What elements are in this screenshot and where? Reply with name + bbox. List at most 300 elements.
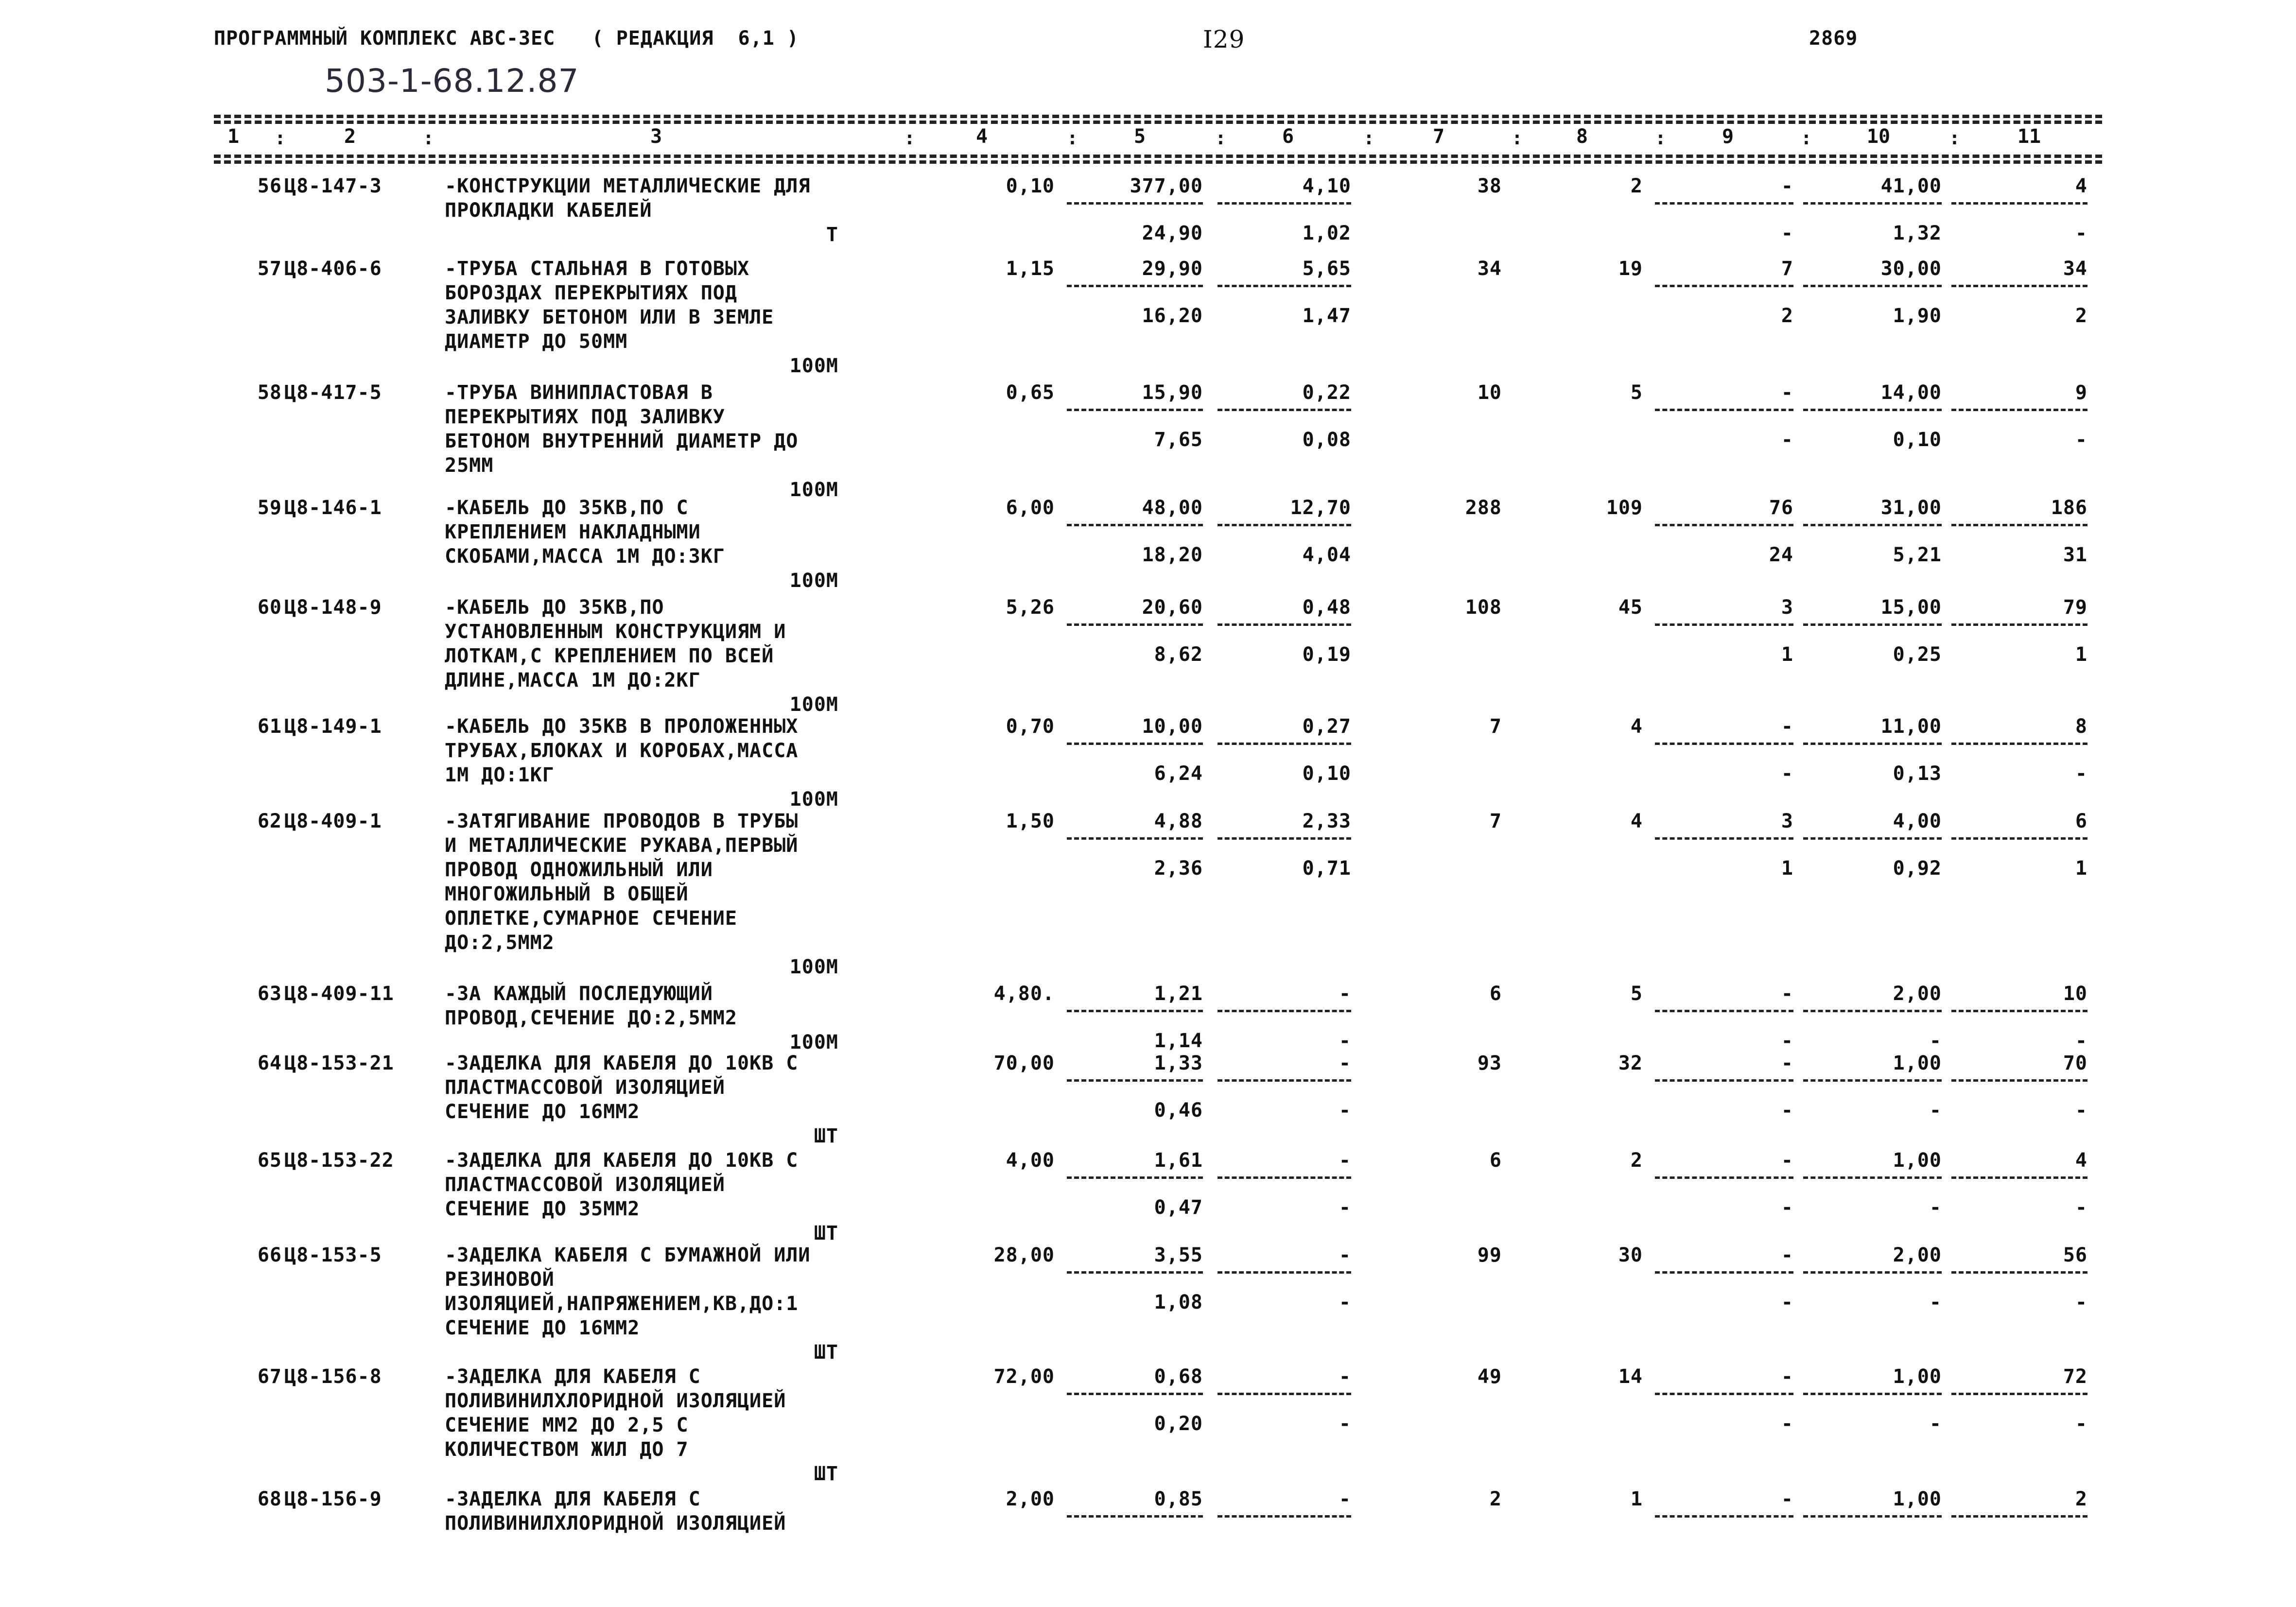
work-description-line: ОПЛЕТКЕ,СУМАРНОЕ СЕЧЕНИЕ [445, 907, 737, 930]
unit-label: 100М [789, 479, 838, 501]
work-description-line: ИЗОЛЯЦИЕЙ,НАПРЯЖЕНИЕМ,КВ,ДО:1 [445, 1293, 799, 1315]
cell-c7: 7 [1489, 810, 1502, 832]
cell-underline [1218, 285, 1351, 287]
cell-underline [1951, 524, 2087, 526]
cell-underline [1067, 1393, 1203, 1395]
cell-c6: - [1339, 1365, 1351, 1388]
table-top-rule-2 [214, 121, 2102, 124]
work-description-line: ДО:2,5ММ2 [445, 932, 555, 954]
resource-code: Ц8-153-5 [284, 1244, 382, 1266]
cell-c9: - [1781, 1052, 1793, 1074]
column-header-4: 4 [975, 125, 988, 148]
cell-c5-lower: 2,36 [1154, 857, 1203, 880]
cell-c6: 4,10 [1302, 175, 1351, 197]
cell-underline [1951, 1079, 2087, 1082]
work-description-line: -ЗАДЕЛКА ДЛЯ КАБЕЛЯ С [445, 1488, 701, 1510]
work-description-line: ПОЛИВИНИЛХЛОРИДНОЙ ИЗОЛЯЦИЕЙ [445, 1512, 786, 1535]
cell-underline [1803, 1079, 1942, 1082]
cell-c9-lower: - [1781, 222, 1793, 244]
cell-underline [1951, 409, 2087, 411]
cell-underline [1218, 1079, 1351, 1082]
cell-c10: 15,00 [1880, 596, 1942, 619]
cell-underline [1951, 1271, 2087, 1274]
work-description-line: И МЕТАЛЛИЧЕСКИЕ РУКАВА,ПЕРВЫЙ [445, 834, 799, 857]
column-header-10: 10 [1866, 125, 1891, 148]
cell-c11: 186 [2051, 497, 2087, 519]
cell-c9-lower: 24 [1769, 544, 1793, 566]
cell-underline [1218, 409, 1351, 411]
cell-underline [1655, 1176, 1793, 1179]
cell-c7: 108 [1465, 596, 1502, 619]
cell-c5: 29,90 [1142, 258, 1203, 280]
cell-c8: 19 [1618, 258, 1643, 280]
cell-c10-lower: - [1929, 1099, 1942, 1122]
cell-c6: - [1339, 983, 1351, 1005]
cell-c6: - [1339, 1052, 1351, 1074]
cell-c4: 5,26 [1006, 596, 1055, 619]
column-separator: : [1215, 127, 1226, 149]
cell-c11-lower: 2 [2075, 305, 2087, 327]
cell-c10-lower: 0,10 [1893, 429, 1942, 451]
unit-label: Т [826, 224, 838, 246]
cell-c5: 0,85 [1154, 1488, 1203, 1510]
cell-c10: 1,00 [1893, 1488, 1942, 1510]
cell-underline [1803, 202, 1942, 205]
row-number: 57 [257, 258, 282, 280]
cell-c7: 6 [1489, 1149, 1502, 1172]
row-number: 62 [257, 810, 282, 832]
cell-c6-lower: 4,04 [1302, 544, 1351, 566]
column-separator: : [904, 127, 915, 149]
cell-c5: 1,61 [1154, 1149, 1203, 1172]
cell-c9-lower: 1 [1781, 643, 1793, 666]
cell-c10-lower: - [1929, 1413, 1942, 1435]
cell-c7: 2 [1489, 1488, 1502, 1510]
cell-underline [1067, 409, 1203, 411]
cell-underline [1067, 202, 1203, 205]
cell-c9-lower: - [1781, 1196, 1793, 1219]
cell-c9: - [1781, 175, 1793, 197]
cell-underline [1655, 1271, 1793, 1274]
row-number: 66 [257, 1244, 282, 1266]
cell-c8: 4 [1630, 715, 1643, 738]
cell-c11-lower: 1 [2075, 643, 2087, 666]
cell-c11: 70 [2063, 1052, 2087, 1074]
cell-c11-lower: - [2075, 429, 2087, 451]
cell-c9-lower: - [1781, 1030, 1793, 1052]
work-description-line: ПЕРЕКРЫТИЯХ ПОД ЗАЛИВКУ [445, 406, 725, 428]
cell-c10-lower: 1,90 [1893, 305, 1942, 327]
cell-c4: 2,00 [1006, 1488, 1055, 1510]
cell-c6-lower: - [1339, 1413, 1351, 1435]
cell-c10-lower: 5,21 [1893, 544, 1942, 566]
cell-underline [1803, 837, 1942, 840]
cell-c6: 5,65 [1302, 258, 1351, 280]
cell-c5-lower: 0,46 [1154, 1099, 1203, 1122]
column-header-8: 8 [1576, 125, 1588, 148]
page-number: I29 [1203, 25, 1245, 53]
header-bottom-rule [214, 155, 2102, 158]
work-description-line: ЗАЛИВКУ БЕТОНОМ ИЛИ В ЗЕМЛЕ [445, 306, 774, 328]
cell-underline [1218, 202, 1351, 205]
row-number: 61 [257, 715, 282, 738]
cell-c9-lower: 1 [1781, 857, 1793, 880]
cell-c5: 1,21 [1154, 983, 1203, 1005]
cell-c11-lower: - [2075, 222, 2087, 244]
cell-c10: 31,00 [1880, 497, 1942, 519]
cell-underline [1218, 837, 1351, 840]
work-description-line: ПРОКЛАДКИ КАБЕЛЕЙ [445, 199, 652, 222]
cell-c9: - [1781, 715, 1793, 738]
column-separator: : [1801, 127, 1812, 149]
cell-c5-lower: 0,47 [1154, 1196, 1203, 1219]
work-description-line: ПРОВОД ОДНОЖИЛЬНЫЙ ИЛИ [445, 859, 713, 881]
cell-c5: 3,55 [1154, 1244, 1203, 1266]
cell-underline [1067, 1176, 1203, 1179]
cell-c9: 3 [1781, 810, 1793, 832]
unit-label: 100М [789, 693, 838, 716]
work-description-line: -КОНСТРУКЦИИ МЕТАЛЛИЧЕСКИЕ ДЛЯ [445, 175, 811, 197]
cell-c8: 1 [1630, 1488, 1643, 1510]
resource-code: Ц8-409-11 [284, 983, 394, 1005]
work-description-line: -ЗАТЯГИВАНИЕ ПРОВОДОВ В ТРУБЫ [445, 810, 799, 832]
cell-c6: - [1339, 1244, 1351, 1266]
cell-c11-lower: - [2075, 762, 2087, 785]
cell-c5: 10,00 [1142, 715, 1203, 738]
cell-underline [1951, 1010, 2087, 1012]
work-description-line: БОРОЗДАХ ПЕРЕКРЫТИЯХ ПОД [445, 282, 737, 304]
cell-underline [1655, 1515, 1793, 1518]
row-number: 67 [257, 1365, 282, 1388]
cell-underline [1218, 1176, 1351, 1179]
column-header-11: 11 [2017, 125, 2041, 148]
cell-c5-lower: 8,62 [1154, 643, 1203, 666]
cell-c11-lower: - [2075, 1291, 2087, 1313]
cell-underline [1067, 623, 1203, 626]
cell-c8: 2 [1630, 1149, 1643, 1172]
cell-c6-lower: - [1339, 1291, 1351, 1313]
resource-code: Ц8-417-5 [284, 381, 382, 404]
cell-c5-lower: 24,90 [1142, 222, 1203, 244]
cell-c7: 6 [1489, 983, 1502, 1005]
cell-c8: 5 [1630, 381, 1643, 404]
cell-c11: 2 [2075, 1488, 2087, 1510]
cell-c9-lower: - [1781, 429, 1793, 451]
column-separator: : [1363, 127, 1374, 149]
cell-c10-lower: 1,32 [1893, 222, 1942, 244]
cell-c4: 72,00 [993, 1365, 1055, 1388]
cell-c10: 1,00 [1893, 1052, 1942, 1074]
unit-label: 100М [789, 956, 838, 978]
work-description-line: КРЕПЛЕНИЕМ НАКЛАДНЫМИ [445, 521, 701, 543]
column-separator: : [1655, 127, 1666, 149]
cell-c6-lower: 0,71 [1302, 857, 1351, 880]
unit-label: ШТ [814, 1341, 838, 1364]
resource-code: Ц8-146-1 [284, 497, 382, 519]
document-number: 2869 [1809, 27, 1858, 50]
cell-c4: 6,00 [1006, 497, 1055, 519]
column-header-6: 6 [1282, 125, 1294, 148]
row-number: 65 [257, 1149, 282, 1172]
cell-c9: 76 [1769, 497, 1793, 519]
cell-underline [1067, 743, 1203, 745]
cell-c10-lower: - [1929, 1291, 1942, 1313]
cell-c6-lower: 1,47 [1302, 305, 1351, 327]
cell-c9: - [1781, 1365, 1793, 1388]
work-description-line: ПЛАСТМАССОВОЙ ИЗОЛЯЦИЕЙ [445, 1076, 725, 1099]
cell-c11: 6 [2075, 810, 2087, 832]
row-number: 63 [257, 983, 282, 1005]
cell-c6: - [1339, 1149, 1351, 1172]
work-description-line: СЕЧЕНИЕ ДО 16ММ2 [445, 1317, 640, 1339]
cell-c10: 41,00 [1880, 175, 1942, 197]
cell-underline [1655, 524, 1793, 526]
cell-c10-lower: - [1929, 1196, 1942, 1219]
cell-c11: 4 [2075, 1149, 2087, 1172]
cell-c8: 4 [1630, 810, 1643, 832]
work-description-line: ДИАМЕТР ДО 50ММ [445, 330, 628, 353]
resource-code: Ц8-153-22 [284, 1149, 394, 1172]
unit-label: ШТ [814, 1125, 838, 1147]
cell-c7: 7 [1489, 715, 1502, 738]
work-description-line: СКОБАМИ,МАССА 1М ДО:3КГ [445, 545, 725, 568]
cell-c7: 288 [1465, 497, 1502, 519]
cell-c6-lower: - [1339, 1196, 1351, 1219]
unit-label: ШТ [814, 1222, 838, 1244]
cell-c6-lower: 1,02 [1302, 222, 1351, 244]
cell-c5: 15,90 [1142, 381, 1203, 404]
cell-underline [1218, 1515, 1351, 1518]
work-description-line: КОЛИЧЕСТВОМ ЖИЛ ДО 7 [445, 1438, 689, 1461]
cell-underline [1655, 409, 1793, 411]
cell-underline [1951, 1393, 2087, 1395]
cell-c10: 2,00 [1893, 1244, 1942, 1266]
cell-c5-lower: 16,20 [1142, 305, 1203, 327]
cell-c5-lower: 1,08 [1154, 1291, 1203, 1313]
cell-c10: 30,00 [1880, 258, 1942, 280]
unit-label: 100М [789, 570, 838, 592]
row-number: 58 [257, 381, 282, 404]
cell-c9: - [1781, 1149, 1793, 1172]
cell-c4: 1,50 [1006, 810, 1055, 832]
work-description-line: -ЗА КАЖДЫЙ ПОСЛЕДУЮЩИЙ [445, 983, 713, 1005]
cell-c11: 56 [2063, 1244, 2087, 1266]
cell-c10: 4,00 [1893, 810, 1942, 832]
work-description-line: БЕТОНОМ ВНУТРЕННИЙ ДИАМЕТР ДО [445, 430, 799, 452]
column-header-1: 1 [227, 125, 240, 148]
cell-c5: 0,68 [1154, 1365, 1203, 1388]
cell-c11: 4 [2075, 175, 2087, 197]
work-description-line: ТРУБАХ,БЛОКАХ И КОРОБАХ,МАССА [445, 740, 799, 762]
cell-c8: 45 [1618, 596, 1643, 619]
cell-c11: 72 [2063, 1365, 2087, 1388]
cell-c11: 10 [2063, 983, 2087, 1005]
cell-c5: 20,60 [1142, 596, 1203, 619]
work-description-line: -ТРУБА ВИНИПЛАСТОВАЯ В [445, 381, 713, 404]
cell-c6: 12,70 [1290, 497, 1351, 519]
cell-c4: 70,00 [993, 1052, 1055, 1074]
cell-underline [1067, 285, 1203, 287]
cell-c9: 3 [1781, 596, 1793, 619]
cell-underline [1951, 743, 2087, 745]
column-separator: : [275, 127, 286, 149]
resource-code: Ц8-149-1 [284, 715, 382, 738]
work-description-line: СЕЧЕНИЕ ДО 35ММ2 [445, 1198, 640, 1220]
unit-label: 100М [789, 355, 838, 377]
cell-c4: 0,65 [1006, 381, 1055, 404]
cell-underline [1803, 409, 1942, 411]
cell-c4: 0,70 [1006, 715, 1055, 738]
cell-c8: 2 [1630, 175, 1643, 197]
cell-c4: 1,15 [1006, 258, 1055, 280]
row-number: 68 [257, 1488, 282, 1510]
cell-c11-lower: - [2075, 1030, 2087, 1052]
cell-c9: - [1781, 983, 1793, 1005]
cell-c5: 4,88 [1154, 810, 1203, 832]
cell-underline [1218, 524, 1351, 526]
cell-c10: 1,00 [1893, 1149, 1942, 1172]
column-separator: : [423, 127, 434, 149]
cell-c6: 0,22 [1302, 381, 1351, 404]
cell-underline [1067, 1515, 1203, 1518]
work-description-line: ДЛИНЕ,МАССА 1М ДО:2КГ [445, 669, 701, 691]
cell-c11-lower: - [2075, 1413, 2087, 1435]
cell-c11: 9 [2075, 381, 2087, 404]
resource-code: Ц8-156-8 [284, 1365, 382, 1388]
work-description-line: -ТРУБА СТАЛЬНАЯ В ГОТОВЫХ [445, 258, 750, 280]
cell-c5: 377,00 [1130, 175, 1203, 197]
unit-label: 100М [789, 1031, 838, 1054]
cell-c8: 109 [1606, 497, 1643, 519]
work-description-line: -КАБЕЛЬ ДО 35КВ,ПО С [445, 497, 689, 519]
cell-underline [1803, 1271, 1942, 1274]
cell-c4: 4,00 [1006, 1149, 1055, 1172]
cell-c8: 30 [1618, 1244, 1643, 1266]
cell-underline [1803, 524, 1942, 526]
cell-underline [1067, 837, 1203, 840]
work-description-line: -ЗАДЕЛКА ДЛЯ КАБЕЛЯ ДО 10КВ С [445, 1149, 799, 1172]
cell-c5-lower: 18,20 [1142, 544, 1203, 566]
work-description-line: ПРОВОД,СЕЧЕНИЕ ДО:2,5ММ2 [445, 1007, 737, 1029]
row-number: 60 [257, 596, 282, 619]
cell-c11: 34 [2063, 258, 2087, 280]
column-header-5: 5 [1133, 125, 1146, 148]
cell-c9: 7 [1781, 258, 1793, 280]
work-description-line: 1М ДО:1КГ [445, 764, 555, 786]
column-header-7: 7 [1432, 125, 1445, 148]
work-description-line: -КАБЕЛЬ ДО 35КВ,ПО [445, 596, 664, 619]
cell-c11-lower: 1 [2075, 857, 2087, 880]
work-description-line: -ЗАДЕЛКА КАБЕЛЯ С БУМАЖНОЙ ИЛИ [445, 1244, 811, 1266]
cell-underline [1067, 1079, 1203, 1082]
cell-c6: 0,27 [1302, 715, 1351, 738]
handwritten-project-code: 503-1-68.12.87 [325, 62, 579, 100]
cell-c7: 49 [1477, 1365, 1502, 1388]
resource-code: Ц8-147-3 [284, 175, 382, 197]
cell-c6-lower: 0,10 [1302, 762, 1351, 785]
cell-underline [1655, 1010, 1793, 1012]
cell-underline [1951, 202, 2087, 205]
cell-c10-lower: - [1929, 1030, 1942, 1052]
table-top-rule [214, 115, 2102, 118]
cell-underline [1951, 623, 2087, 626]
work-description-line: ПЛАСТМАССОВОЙ ИЗОЛЯЦИЕЙ [445, 1174, 725, 1196]
cell-underline [1951, 837, 2087, 840]
cell-c4: 28,00 [993, 1244, 1055, 1266]
cell-c8: 14 [1618, 1365, 1643, 1388]
cell-c7: 10 [1477, 381, 1502, 404]
cell-c11-lower: 31 [2063, 544, 2087, 566]
cell-c9-lower: - [1781, 1413, 1793, 1435]
cell-c6: 0,48 [1302, 596, 1351, 619]
work-description-line: -ЗАДЕЛКА ДЛЯ КАБЕЛЯ С [445, 1365, 701, 1388]
cell-c9-lower: - [1781, 1291, 1793, 1313]
header-bottom-rule-2 [214, 160, 2102, 164]
cell-c6-lower: - [1339, 1099, 1351, 1122]
cell-underline [1951, 285, 2087, 287]
cell-c10: 2,00 [1893, 983, 1942, 1005]
cell-underline [1655, 1393, 1793, 1395]
row-number: 56 [257, 175, 282, 197]
column-header-2: 2 [344, 125, 356, 148]
cell-underline [1803, 623, 1942, 626]
cell-c9-lower: - [1781, 1099, 1793, 1122]
cell-c6-lower: - [1339, 1030, 1351, 1052]
work-description-line: СЕЧЕНИЕ ДО 16ММ2 [445, 1101, 640, 1123]
cell-c6: 2,33 [1302, 810, 1351, 832]
cell-c10-lower: 0,92 [1893, 857, 1942, 880]
cell-underline [1655, 202, 1793, 205]
cell-c5-lower: 0,20 [1154, 1413, 1203, 1435]
column-separator: : [1512, 127, 1523, 149]
cell-c11-lower: - [2075, 1196, 2087, 1219]
cell-c7: 93 [1477, 1052, 1502, 1074]
cell-underline [1067, 1010, 1203, 1012]
program-header: ПРОГРАММНЫЙ КОМПЛЕКС АВС-3ЕС ( РЕДАКЦИЯ 6,1 ) [214, 27, 799, 50]
unit-label: 100М [789, 788, 838, 811]
cell-underline [1803, 743, 1942, 745]
cell-c10: 11,00 [1880, 715, 1942, 738]
cell-underline [1067, 524, 1203, 526]
work-description-line: ЛОТКАМ,С КРЕПЛЕНИЕМ ПО ВСЕЙ [445, 645, 774, 667]
cell-c5-lower: 6,24 [1154, 762, 1203, 785]
cell-c8: 32 [1618, 1052, 1643, 1074]
cell-c4: 4,80. [993, 983, 1055, 1005]
column-header-9: 9 [1722, 125, 1734, 148]
cell-underline [1655, 837, 1793, 840]
row-number: 59 [257, 497, 282, 519]
work-description-line: СЕЧЕНИЕ ММ2 ДО 2,5 С [445, 1414, 689, 1436]
cell-c9: - [1781, 381, 1793, 404]
cell-underline [1218, 623, 1351, 626]
cell-underline [1803, 285, 1942, 287]
cell-underline [1655, 623, 1793, 626]
work-description-line: РЕЗИНОВОЙ [445, 1268, 555, 1291]
cell-c9: - [1781, 1244, 1793, 1266]
cell-c6-lower: 0,19 [1302, 643, 1351, 666]
resource-code: Ц8-148-9 [284, 596, 382, 619]
cell-underline [1655, 743, 1793, 745]
cell-c5-lower: 7,65 [1154, 429, 1203, 451]
cell-c6-lower: 0,08 [1302, 429, 1351, 451]
work-description-line: -ЗАДЕЛКА ДЛЯ КАБЕЛЯ ДО 10КВ С [445, 1052, 799, 1074]
cell-c11-lower: - [2075, 1099, 2087, 1122]
work-description-line: ПОЛИВИНИЛХЛОРИДНОЙ ИЗОЛЯЦИЕЙ [445, 1390, 786, 1412]
cell-c9-lower: - [1781, 762, 1793, 785]
cell-c7: 99 [1477, 1244, 1502, 1266]
column-header-3: 3 [650, 125, 662, 148]
cell-underline [1803, 1176, 1942, 1179]
